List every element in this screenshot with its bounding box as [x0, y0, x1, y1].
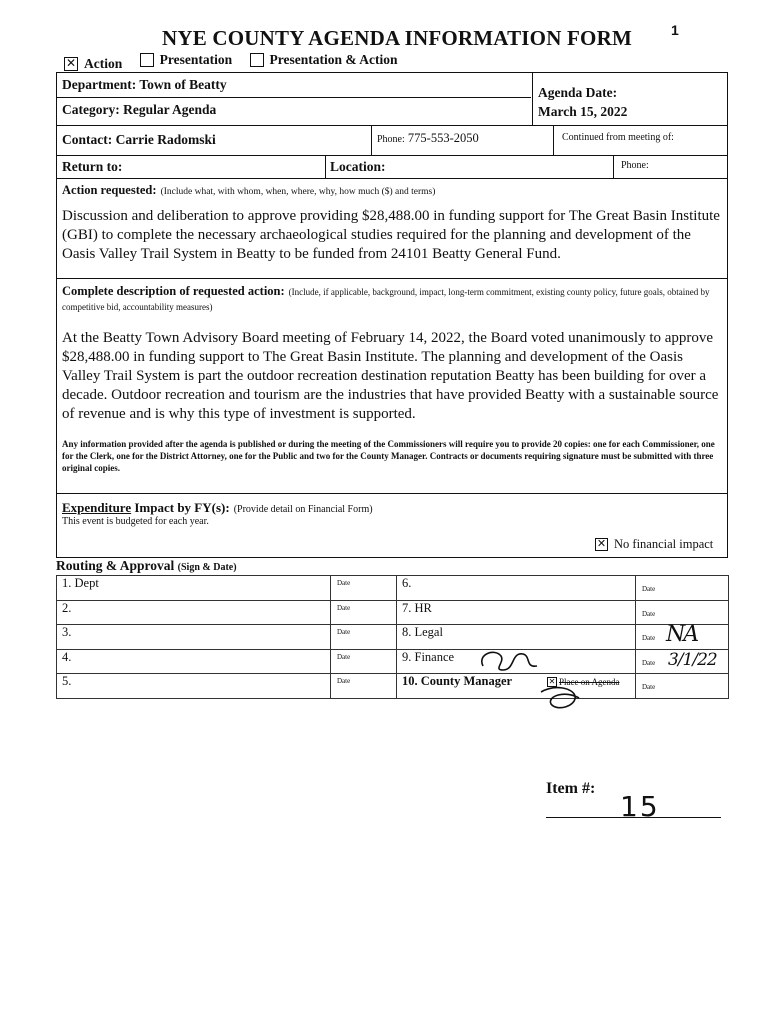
divider	[371, 125, 372, 155]
date-label: Date	[642, 634, 656, 642]
divider	[57, 278, 727, 279]
department-value: Town of Beatty	[139, 77, 227, 92]
form-frame	[56, 72, 728, 558]
option-presentation-label: Presentation	[159, 52, 233, 67]
routing-left-cell[interactable]	[57, 576, 331, 601]
routing-row	[57, 600, 729, 625]
date-label: Date	[337, 579, 351, 587]
routing-right-cell[interactable]	[397, 576, 636, 601]
county-manager-signature	[535, 680, 595, 716]
option-action-label: Action	[84, 56, 123, 71]
type-options	[64, 52, 412, 72]
date-label: Date	[337, 677, 351, 685]
item-number-line	[546, 817, 721, 818]
divider	[57, 97, 531, 98]
expenditure-hint: (Provide detail on Financial Form)	[233, 504, 373, 515]
complete-description-heading	[62, 284, 722, 314]
routing-date-cell[interactable]	[636, 576, 729, 601]
routing-right-cell[interactable]	[397, 674, 636, 699]
item-number-handwriting: 15	[620, 790, 660, 823]
complete-description-label: Complete description of requested action:	[62, 284, 285, 298]
routing-row	[57, 625, 729, 650]
expenditure-note: This event is budgeted for each year.	[62, 516, 209, 527]
agenda-date-label: Agenda Date:	[538, 85, 618, 100]
action-requested-text: Discussion and deliberation to approve providing $28,488.00 in funding support for The Great Basin Institute (GBI) to complete the necessary archaeological studies required for the planning and development of the Oasis Valley Trail System in Beatty to be funded from 24101 Beatty General Fund.	[62, 208, 720, 262]
routing-left-label: 3.	[62, 625, 72, 639]
location-label: Location:	[330, 159, 386, 174]
routing-date-cell[interactable]	[636, 600, 729, 625]
routing-right-label: 10. County Manager	[402, 674, 513, 688]
divider	[57, 155, 727, 156]
routing-left-cell[interactable]	[57, 600, 331, 625]
date-label: Date	[642, 609, 656, 618]
divider	[325, 155, 326, 178]
routing-heading	[56, 558, 237, 574]
finance-signature	[475, 646, 545, 676]
routing-date-cell[interactable]	[636, 649, 729, 674]
department-field	[62, 77, 227, 93]
no-financial-impact-label: No financial impact	[614, 537, 714, 551]
contact-phone	[377, 131, 479, 146]
presentation-action-checkbox[interactable]	[250, 53, 264, 67]
routing-subtitle: (Sign & Date)	[177, 562, 237, 573]
continued-from-label: Continued from meeting of:	[562, 132, 674, 143]
date-label: Date	[337, 652, 351, 661]
routing-date-cell[interactable]	[331, 625, 397, 650]
date-label: Date	[642, 658, 656, 667]
item-number-label: Item #:	[546, 780, 596, 797]
complete-description-hint: (Include, if applicable, background, impact, long-term commitment, existing county policy, future goals, obtained by competitive bid, accountability measures)	[62, 287, 710, 312]
expenditure-label: Expenditure	[62, 500, 132, 515]
routing-left-cell[interactable]	[57, 674, 331, 699]
date-label: Date	[337, 603, 351, 612]
contact-phone-label: Phone:	[377, 134, 405, 145]
routing-left-label: 2.	[62, 600, 72, 615]
legal-initials-handwriting: NA	[666, 622, 698, 647]
contact-phone-value: 775-553-2050	[407, 131, 479, 145]
divider	[613, 155, 614, 178]
routing-left-label: 1. Dept	[62, 576, 99, 590]
routing-row	[57, 649, 729, 674]
routing-right-cell[interactable]	[397, 600, 636, 625]
divider	[57, 125, 727, 126]
return-to-label: Return to:	[62, 159, 123, 174]
place-on-agenda-label: Place on Agenda	[559, 677, 620, 687]
routing-date-cell[interactable]	[331, 576, 397, 601]
divider	[553, 125, 554, 155]
routing-right-label: 9. Finance	[402, 649, 455, 664]
routing-left-cell[interactable]	[57, 649, 331, 674]
department-label: Department:	[62, 77, 137, 92]
routing-right-label: 7. HR	[402, 600, 432, 615]
routing-date-cell[interactable]	[331, 600, 397, 625]
routing-row	[57, 576, 729, 601]
option-presentation-action-label: Presentation & Action	[269, 52, 398, 67]
routing-right-label: 6.	[402, 576, 412, 590]
disclaimer-text: Any information provided after the agenda is published or during the meeting of the Commissioners will require you to provide 20 copies: one for each Commissioner, one for the Clerk, one for the District Attorney, one for the Public and two for the County Manager. Contracts or documents requiring signature must be submitted with three original copies.	[62, 439, 715, 473]
routing-row	[57, 674, 729, 699]
divider	[57, 493, 727, 494]
routing-date-cell[interactable]	[636, 674, 729, 699]
option-presentation[interactable]	[140, 52, 233, 68]
impact-by-fy-label: Impact by FY(s):	[131, 500, 230, 515]
date-label: Date	[642, 585, 656, 593]
no-financial-impact-checkbox[interactable]: ✕	[596, 537, 607, 550]
routing-left-label: 5.	[62, 674, 72, 688]
category-label: Category:	[62, 102, 120, 117]
return-phone-label: Phone:	[621, 160, 649, 171]
action-checkbox[interactable]: ✕	[65, 56, 77, 70]
routing-table	[56, 575, 729, 699]
contact-label: Contact:	[62, 132, 113, 147]
category-field	[62, 102, 216, 118]
routing-left-cell[interactable]	[57, 625, 331, 650]
category-value: Regular Agenda	[123, 102, 217, 117]
option-action[interactable]	[64, 56, 122, 72]
routing-left-label: 4.	[62, 649, 72, 664]
contact-value: Carrie Radomski	[115, 132, 216, 147]
no-financial-impact[interactable]	[595, 537, 713, 552]
routing-date-cell[interactable]	[331, 649, 397, 674]
routing-date-cell[interactable]	[331, 674, 397, 699]
contact-field	[62, 132, 216, 148]
action-requested-heading	[62, 181, 435, 199]
page-number: 1	[671, 22, 679, 38]
presentation-checkbox[interactable]	[140, 53, 154, 67]
action-requested-hint: (Include what, with whom, when, where, why, how much ($) and terms)	[160, 187, 436, 197]
date-label: Date	[642, 683, 656, 691]
form-title: NYE COUNTY AGENDA INFORMATION FORM	[162, 26, 632, 50]
routing-date-cell[interactable]	[636, 622, 729, 650]
expenditure-heading	[62, 499, 373, 517]
agenda-date-value: March 15, 2022	[538, 104, 628, 119]
divider	[57, 178, 727, 179]
finance-date-handwriting: 3/1/22	[668, 649, 717, 670]
routing-right-label: 8. Legal	[402, 625, 443, 639]
place-on-agenda-checkbox[interactable]: ✕	[548, 677, 556, 686]
option-presentation-action[interactable]	[250, 52, 398, 68]
complete-description-text: At the Beatty Town Advisory Board meeting of February 14, 2022, the Board voted unanimously to approve $28,488.00 in funding support to The Great Basin Institute. The planning and development of the Oasis Valley Trail System is part the outdoor recreation destination reputation Beatty has been building for over a decade. Outdoor recreation and tourism are the industries that have provided Beatty with a sustainable source of revenue and is why this type of investment is supported.	[62, 330, 719, 422]
date-label: Date	[337, 628, 351, 636]
divider	[532, 73, 533, 125]
routing-right-cell[interactable]	[397, 649, 636, 674]
routing-title: Routing & Approval	[56, 558, 175, 573]
action-requested-label: Action requested:	[62, 183, 157, 197]
